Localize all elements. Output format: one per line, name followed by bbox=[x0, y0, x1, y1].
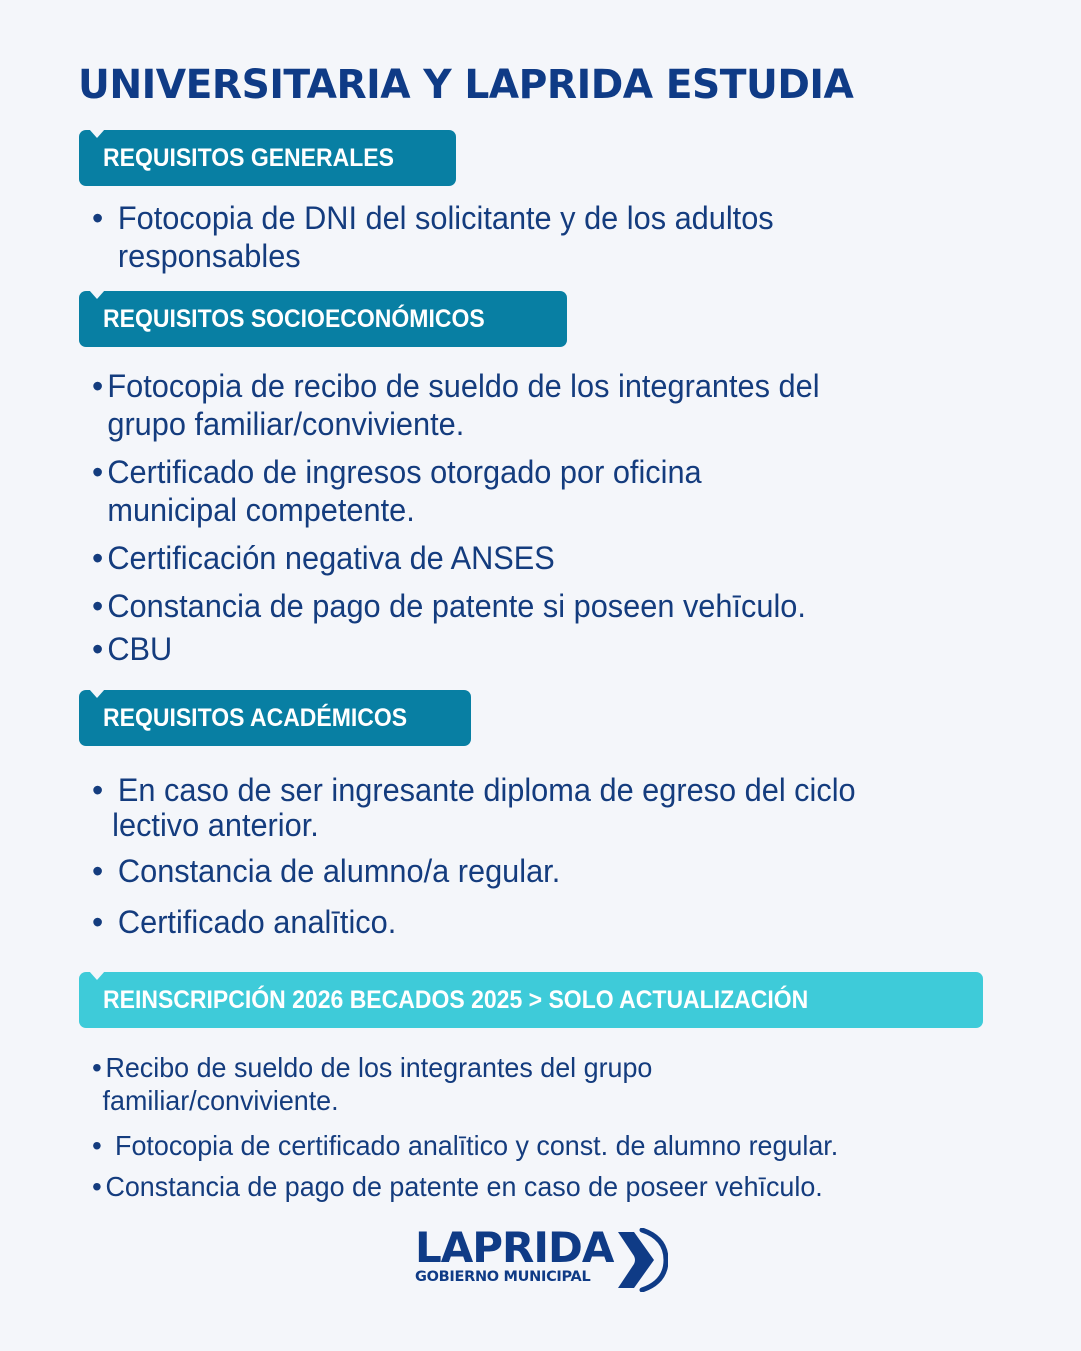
list-item bbox=[92, 587, 850, 625]
list-item bbox=[92, 367, 850, 443]
list-item bbox=[92, 903, 887, 941]
item-line: Certificación negativa de ANSES bbox=[107, 540, 555, 576]
item-line: En caso de ser ingresante diploma de egreso del ciclo bbox=[117, 772, 856, 808]
list-item bbox=[92, 1170, 869, 1203]
list-item bbox=[92, 630, 850, 668]
item-line: grupo familiar/conviviente. bbox=[107, 406, 465, 442]
item-line: CBU bbox=[107, 631, 173, 667]
list-item bbox=[92, 771, 887, 844]
item-line: lectivo anterior. bbox=[112, 807, 319, 843]
bullet-icon: • bbox=[92, 1052, 102, 1083]
section-header-label: REINSCRIPCIÓN 2026 BECADOS 2025 > SOLO ACTUALIZACIÓN bbox=[103, 986, 809, 1014]
list-item bbox=[92, 453, 850, 529]
section-header-academicos bbox=[79, 690, 471, 746]
list-item bbox=[92, 1051, 869, 1117]
list-reinscripcion bbox=[92, 1051, 869, 1203]
bullet-icon: • bbox=[92, 454, 104, 490]
item-line: Fotocopia de DNI del solicitante y de los adultos bbox=[117, 200, 774, 236]
item-line: Recibo de sueldo de los integrantes del grupo bbox=[105, 1052, 653, 1083]
list-generales bbox=[92, 199, 802, 275]
logo-chevron-icon bbox=[612, 1228, 668, 1292]
section-header-label: REQUISITOS SOCIOECONÓMICOS bbox=[103, 305, 485, 333]
list-item bbox=[92, 852, 887, 890]
section-header-socioeconomicos bbox=[79, 291, 567, 347]
section-header-reinscripcion bbox=[79, 972, 983, 1028]
item-line: Certificado de ingresos otorgado por oficina bbox=[107, 454, 702, 490]
section-header-generales bbox=[79, 130, 456, 186]
bullet-icon: • bbox=[92, 853, 104, 889]
bullet-icon: • bbox=[92, 368, 104, 404]
item-line: Fotocopia de certificado analītico y const. de alumno regular. bbox=[115, 1130, 839, 1161]
list-item bbox=[92, 539, 850, 577]
item-line: Fotocopia de recibo de sueldo de los integrantes del bbox=[107, 368, 820, 404]
item-line: Constancia de pago de patente en caso de poseer vehīculo. bbox=[105, 1171, 823, 1202]
item-line: Certificado analītico. bbox=[117, 904, 397, 940]
section-header-label: REQUISITOS GENERALES bbox=[103, 144, 394, 172]
bullet-icon: • bbox=[92, 200, 104, 236]
section-header-label: REQUISITOS ACADÉMICOS bbox=[103, 704, 408, 732]
item-line: responsables bbox=[117, 238, 301, 274]
laprida-logo bbox=[415, 1223, 614, 1286]
item-line: Constancia de alumno/a regular. bbox=[117, 853, 561, 889]
item-line: municipal competente. bbox=[107, 492, 415, 528]
logo-subtitle: GOBIERNO MUNICIPAL bbox=[415, 1269, 591, 1285]
bullet-icon: • bbox=[92, 772, 104, 808]
bullet-icon: • bbox=[92, 588, 104, 624]
item-line: familiar/conviviente. bbox=[102, 1085, 339, 1116]
bullet-icon: • bbox=[92, 540, 104, 576]
item-line: Constancia de pago de patente si poseen vehīculo. bbox=[107, 588, 806, 624]
page-title: UNIVERSITARIA Y LAPRIDA ESTUDIA bbox=[78, 62, 854, 108]
bullet-icon: • bbox=[92, 1130, 102, 1161]
list-socioeconomicos bbox=[92, 367, 850, 668]
bullet-icon: • bbox=[92, 904, 104, 940]
list-item bbox=[92, 199, 802, 275]
logo-name: LAPRIDA bbox=[415, 1223, 614, 1272]
bullet-icon: • bbox=[92, 631, 104, 667]
list-academicos bbox=[92, 771, 887, 941]
list-item bbox=[92, 1129, 869, 1162]
bullet-icon: • bbox=[92, 1171, 102, 1202]
